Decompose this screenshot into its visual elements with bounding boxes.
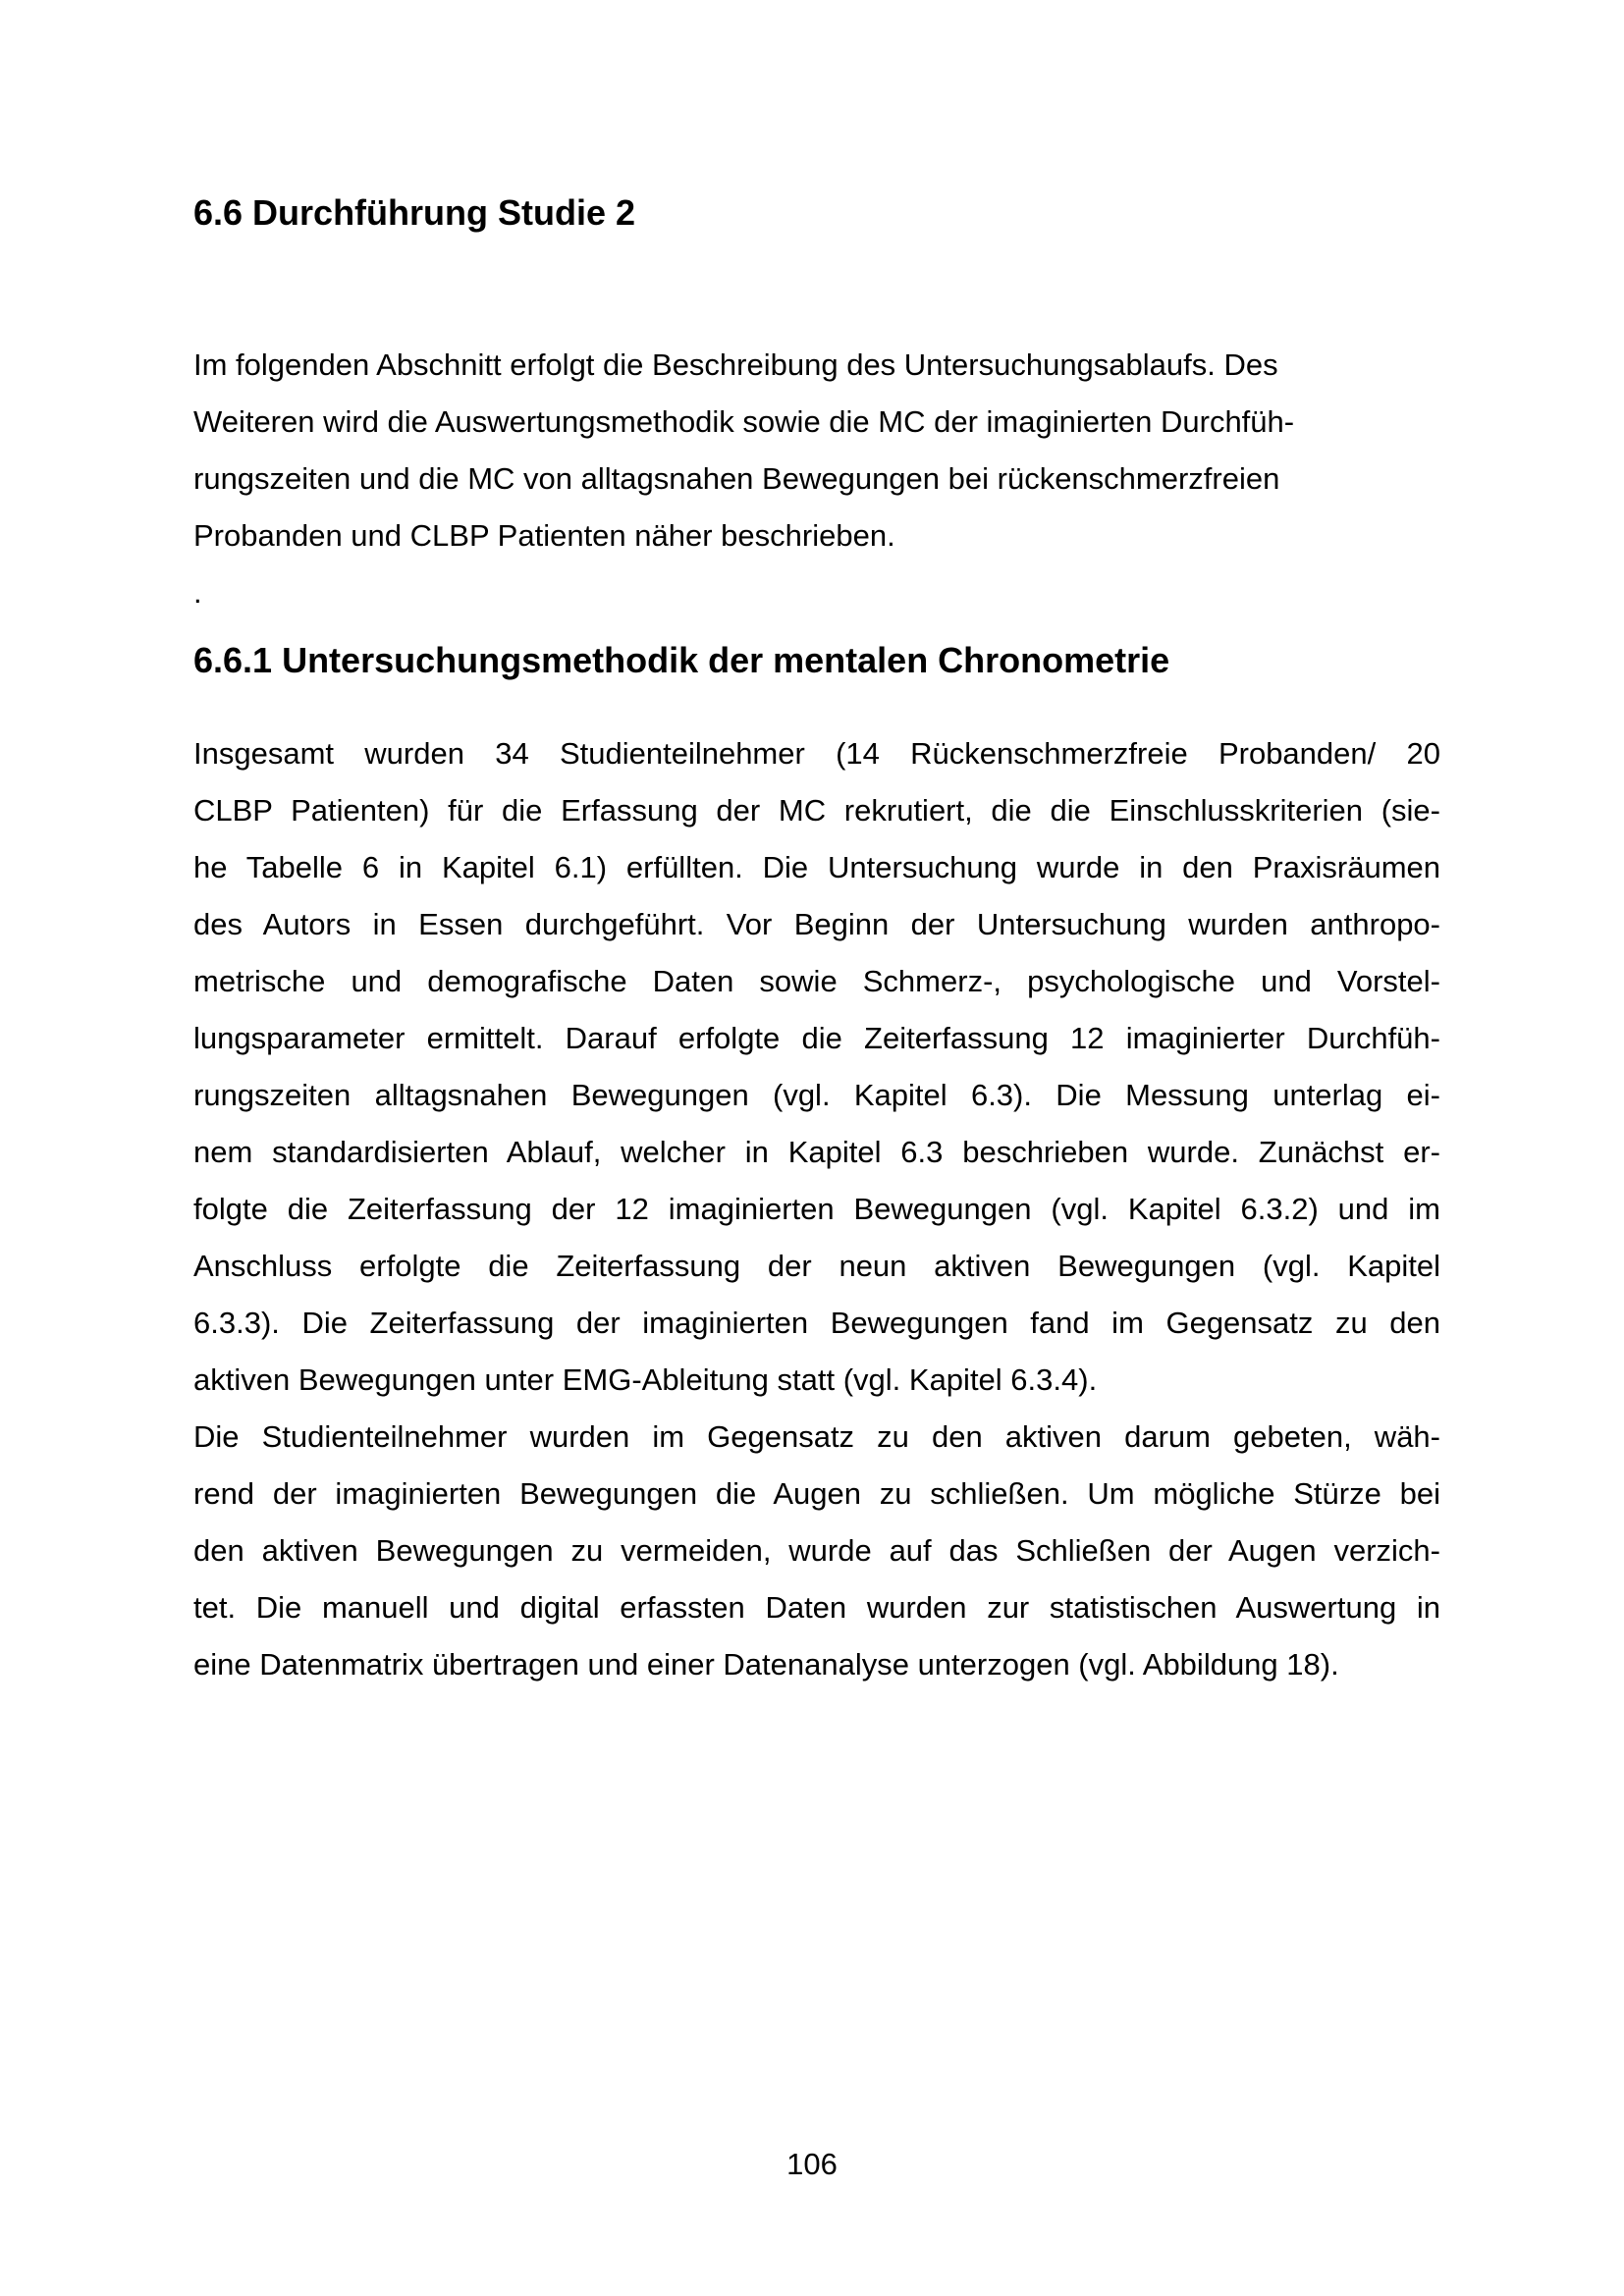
text-line: eine Datenmatrix übertragen und einer Datenanalyse unterzogen (vgl. Abbildung 18).	[193, 1647, 1339, 1682]
text-line: aktiven Bewegungen unter EMG-Ableitung statt (vgl. Kapitel 6.3.4).	[193, 1362, 1098, 1397]
page-number: 106	[786, 2147, 838, 2181]
text-line: folgte die Zeiterfassung der 12 imaginierten Bewegungen (vgl. Kapitel 6.3.2) und im	[193, 1192, 1440, 1226]
text-line: rungszeiten alltagsnahen Bewegungen (vgl. Kapitel 6.3). Die Messung unterlag ei-	[193, 1078, 1440, 1112]
section-heading: 6.6 Durchführung Studie 2	[193, 192, 636, 233]
text-line: Im folgenden Abschnitt erfolgt die Beschreibung des Untersuchungsablaufs. Des	[193, 347, 1278, 382]
text-line: Die Studienteilnehmer wurden im Gegensatz zu den aktiven darum gebeten, wäh-	[193, 1419, 1440, 1454]
text-line: lungsparameter ermittelt. Darauf erfolgte die Zeiterfassung 12 imaginierter Durchfüh-	[193, 1021, 1440, 1055]
text-line: CLBP Patienten) für die Erfassung der MC rekrutiert, die die Einschlusskriterien (sie-	[193, 793, 1440, 828]
stray-period: .	[193, 575, 202, 610]
paragraph-2	[193, 1409, 1440, 1693]
text-line: rend der imaginierten Bewegungen die Augen zu schließen. Um mögliche Stürze bei	[193, 1476, 1440, 1511]
text-line: he Tabelle 6 in Kapitel 6.1) erfüllten. Die Untersuchung wurde in den Praxisräumen	[193, 850, 1440, 884]
text-line: Insgesamt wurden 34 Studienteilnehmer (14 Rückenschmerzfreie Probanden/ 20	[193, 736, 1440, 771]
body-text	[193, 725, 1440, 1693]
text-line: Anschluss erfolgte die Zeiterfassung der neun aktiven Bewegungen (vgl. Kapitel	[193, 1249, 1440, 1283]
text-line: den aktiven Bewegungen zu vermeiden, wurde auf das Schließen der Augen verzich-	[193, 1533, 1440, 1568]
paragraph-1	[193, 725, 1440, 1409]
text-line: tet. Die manuell und digital erfassten Daten wurden zur statistischen Auswertung in	[193, 1590, 1440, 1625]
subsection-heading: 6.6.1 Untersuchungsmethodik der mentalen Chronometrie	[193, 640, 1170, 680]
intro-paragraph	[193, 337, 1440, 564]
text-line: nem standardisierten Ablauf, welcher in Kapitel 6.3 beschrieben wurde. Zunächst er-	[193, 1135, 1440, 1169]
text-line: Weiteren wird die Auswertungsmethodik sowie die MC der imaginierten Durchfüh-	[193, 404, 1295, 439]
text-line: 6.3.3). Die Zeiterfassung der imaginierten Bewegungen fand im Gegensatz zu den	[193, 1306, 1440, 1340]
text-line: des Autors in Essen durchgeführt. Vor Beginn der Untersuchung wurden anthropo-	[193, 907, 1440, 941]
text-line: rungszeiten und die MC von alltagsnahen Bewegungen bei rückenschmerzfreien	[193, 461, 1280, 496]
text-line: metrische und demografische Daten sowie Schmerz-, psychologische und Vorstel-	[193, 964, 1440, 998]
text-line: Probanden und CLBP Patienten näher beschrieben.	[193, 518, 895, 553]
